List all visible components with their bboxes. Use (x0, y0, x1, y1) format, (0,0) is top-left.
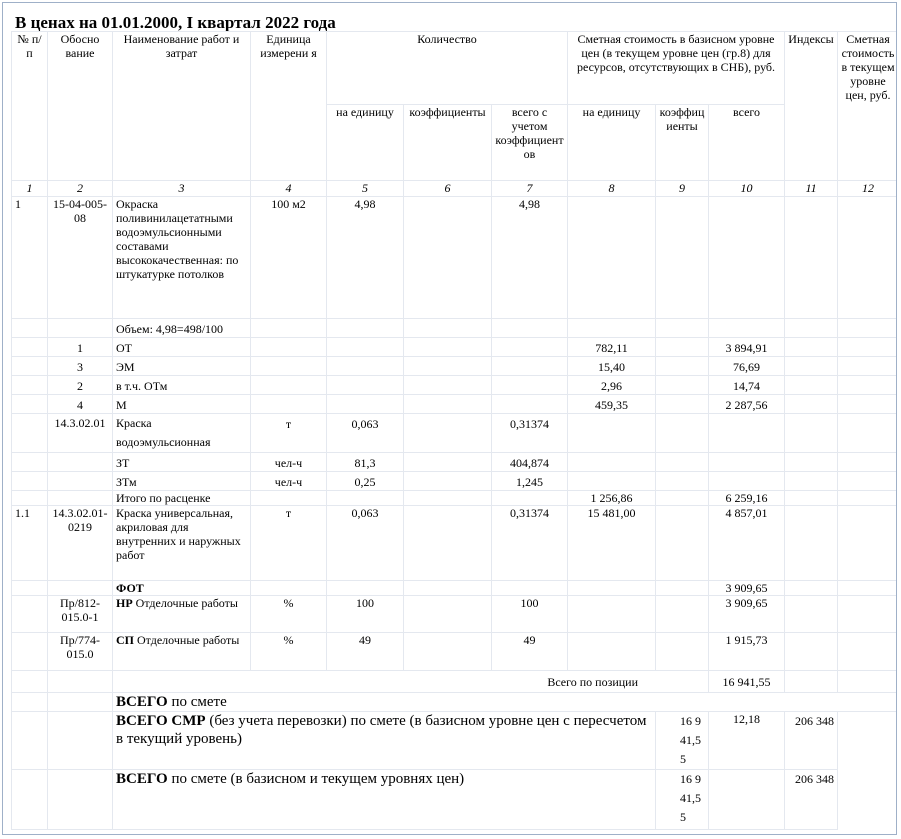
row-total-qty: 0,31374 (492, 414, 568, 453)
table-row (12, 395, 898, 414)
summary-smr-total: 16 941,55 (656, 712, 709, 770)
colnum: 5 (327, 181, 404, 197)
table-row (12, 596, 898, 633)
table-row (12, 506, 898, 581)
row-total: 14,74 (709, 376, 785, 395)
row-qty: 49 (327, 633, 404, 671)
row-total: 4 857,01 (709, 506, 785, 581)
position-total-label: Всего по позиции (113, 671, 709, 693)
estimate-sheet (2, 2, 897, 835)
subheader-cost-total: всего (709, 105, 785, 181)
colnum: 4 (251, 181, 327, 197)
header-current-cost: Сметная стоимость в текущем уровне цен, руб. (838, 32, 897, 181)
row-code: 15-04-005-08 (48, 197, 113, 319)
estimate-table (11, 31, 897, 830)
row-name (113, 596, 251, 633)
table-row (12, 633, 898, 671)
colnum: 10 (709, 181, 785, 197)
table-row (12, 414, 898, 453)
table-row (12, 197, 898, 319)
colnum: 11 (785, 181, 838, 197)
summary-smr-current: 206 348 (785, 712, 838, 770)
summary-all-current: 206 348 (785, 770, 838, 830)
colnum: 12 (838, 181, 897, 197)
row-total: 3 909,65 (709, 596, 785, 633)
row-unit-price: 459,35 (568, 395, 656, 414)
row-code: 14.3.02.01-0219 (48, 506, 113, 581)
header-name: Наименование работ и затрат (113, 32, 251, 181)
row-unit: т (251, 506, 327, 581)
row-total-qty: 100 (492, 596, 568, 633)
row-name: Окраска поливинилацетатными водоэмульсионными составами высококачественная: по штукатурке потолков (113, 197, 251, 319)
summary-row (12, 770, 898, 830)
colnum: 9 (656, 181, 709, 197)
row-total: 3 909,65 (709, 581, 785, 596)
page-title: В ценах на 01.01.2000, I квартал 2022 года (15, 13, 336, 32)
row-name: ОТ (113, 338, 251, 357)
row-name-rest: Отделочные работы (132, 596, 238, 610)
row-qty: 81,3 (327, 453, 404, 472)
position-total-row (12, 671, 898, 693)
row-name: ЭМ (113, 357, 251, 376)
colnum: 2 (48, 181, 113, 197)
row-unit: чел-ч (251, 453, 327, 472)
header-code: Обосно вание (48, 32, 113, 181)
row-qty: 0,063 (327, 414, 404, 453)
summary-smr-label (113, 712, 656, 770)
row-unit-price: 1 256,86 (568, 491, 656, 506)
header-quantity: Количество (327, 32, 568, 105)
row-name-bold: НР (116, 596, 133, 610)
colnum: 3 (113, 181, 251, 197)
summary-all-label (113, 770, 656, 830)
row-code: Пр/812-015.0-1 (48, 596, 113, 633)
row-code: 3 (48, 357, 113, 376)
row-total-qty: 49 (492, 633, 568, 671)
colnum: 6 (404, 181, 492, 197)
position-total-value: 16 941,55 (709, 671, 785, 693)
row-name: ФОТ (113, 581, 251, 596)
row-name: Краска водоэмульсионная (113, 414, 251, 453)
row-num: 1 (12, 197, 48, 319)
header-num: № п/п (12, 32, 48, 181)
row-unit: % (251, 596, 327, 633)
row-name: Краска универсальная, акриловая для внутренних и наружных работ (113, 506, 251, 581)
summary-bold: ВСЕГО (116, 771, 168, 787)
row-code: 2 (48, 376, 113, 395)
row-num: 1.1 (12, 506, 48, 581)
subheader-qty-total: всего с учетом коэффициентов (492, 105, 568, 181)
summary-total-label (113, 693, 898, 712)
table-row (12, 319, 898, 338)
row-unit-price: 15,40 (568, 357, 656, 376)
colnum: 8 (568, 181, 656, 197)
subheader-cost-unit: на единицу (568, 105, 656, 181)
table-row (12, 581, 898, 596)
subheader-qty-coef: коэффициенты (404, 105, 492, 181)
row-total-qty: 4,98 (492, 197, 568, 319)
row-unit-price: 15 481,00 (568, 506, 656, 581)
row-name: в т.ч. ОТм (113, 376, 251, 395)
summary-row (12, 712, 898, 770)
colnum: 1 (12, 181, 48, 197)
row-total: 6 259,16 (709, 491, 785, 506)
subheader-cost-coef: коэффициенты (656, 105, 709, 181)
row-code: Пр/774-015.0 (48, 633, 113, 671)
table-row (12, 338, 898, 357)
row-name: ЗТм (113, 472, 251, 491)
column-numbers-row (12, 181, 898, 197)
row-total: 2 287,56 (709, 395, 785, 414)
row-total: 1 915,73 (709, 633, 785, 671)
row-name-bold: СП (116, 633, 134, 647)
row-qty: 100 (327, 596, 404, 633)
row-unit: % (251, 633, 327, 671)
row-qty: 4,98 (327, 197, 404, 319)
colnum: 7 (492, 181, 568, 197)
row-name-rest: Отделочные работы (134, 633, 240, 647)
row-unit: т (251, 414, 327, 453)
row-total: 76,69 (709, 357, 785, 376)
table-row (12, 491, 898, 506)
row-name (113, 633, 251, 671)
row-code: 14.3.02.01 (48, 414, 113, 453)
row-total: 3 894,91 (709, 338, 785, 357)
header-index: Индексы (785, 32, 838, 181)
row-unit: 100 м2 (251, 197, 327, 319)
summary-rest: по смете (в базисном и текущем уровнях цен) (167, 771, 465, 787)
table-row (12, 472, 898, 491)
row-total-qty: 0,31374 (492, 506, 568, 581)
summary-bold: ВСЕГО СМР (116, 713, 206, 729)
summary-all-total: 16 941,55 (656, 770, 709, 830)
header-unit: Единица измерени я (251, 32, 327, 181)
row-unit-price: 2,96 (568, 376, 656, 395)
table-row (12, 453, 898, 472)
header-base-cost: Сметная стоимость в базисном уровне цен (в текущем уровне цен (гр.8) для ресурсов, отсутствующих в СНБ), руб. (568, 32, 785, 105)
row-qty: 0,063 (327, 506, 404, 581)
table-row (12, 376, 898, 395)
subheader-qty-unit: на единицу (327, 105, 404, 181)
summary-row (12, 693, 898, 712)
summary-smr-index: 12,18 (709, 712, 785, 770)
row-total-qty: 1,245 (492, 472, 568, 491)
row-code: 4 (48, 395, 113, 414)
row-volume: Объем: 4,98=498/100 (113, 319, 251, 338)
row-qty: 0,25 (327, 472, 404, 491)
summary-bold: ВСЕГО (116, 694, 168, 710)
row-total-qty: 404,874 (492, 453, 568, 472)
summary-rest: (без учета перевозки) по смете (в базисном уровне цен с пересчетом в текущий уровень) (116, 713, 647, 747)
row-unit-price: 782,11 (568, 338, 656, 357)
row-name: Итого по расценке (113, 491, 251, 506)
header-row (12, 32, 898, 105)
row-code: 1 (48, 338, 113, 357)
summary-rest: по смете (167, 694, 227, 710)
row-name: М (113, 395, 251, 414)
table-row (12, 357, 898, 376)
row-unit: чел-ч (251, 472, 327, 491)
row-name: ЗТ (113, 453, 251, 472)
